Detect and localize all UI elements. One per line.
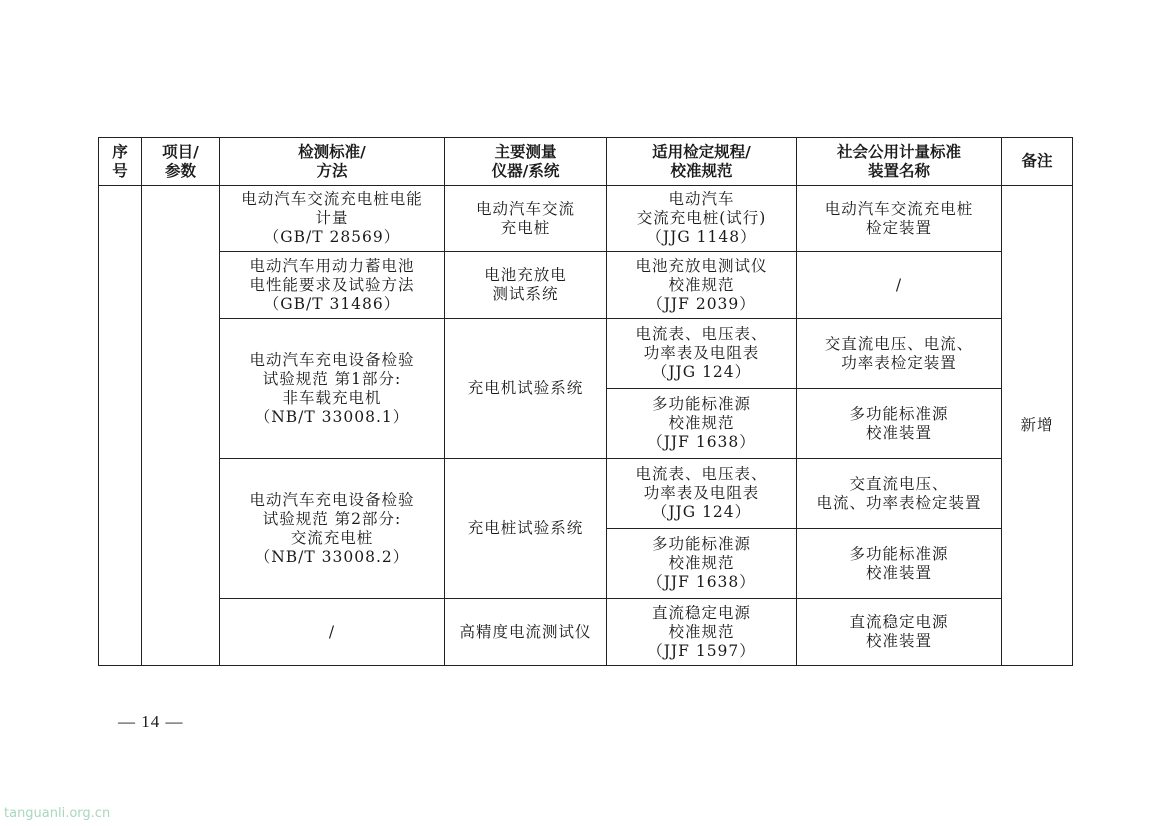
watermark-text: tanguanli.org.cn [4, 806, 111, 821]
regulation-cell: 直流稳定电源 校准规范 （JJF 1597） [607, 599, 797, 666]
seq-cell [99, 186, 142, 666]
table-row [99, 599, 1073, 666]
remark-cell: 新增 [1002, 186, 1073, 666]
device-cell: 交直流电压、 电流、功率表检定装置 [797, 459, 1002, 529]
standard-cell: 电动汽车交流充电桩电能 计量 （GB/T 28569） [220, 186, 445, 252]
standard-cell: / [220, 599, 445, 666]
instrument-cell: 充电桩试验系统 [445, 459, 607, 599]
standard-cell: 电动汽车充电设备检验 试验规范 第2部分: 交流充电桩 （NB/T 33008.2） [220, 459, 445, 599]
regulation-cell: 电流表、电压表、 功率表及电阻表 （JJG 124） [607, 459, 797, 529]
device-cell: 交直流电压、电流、 功率表检定装置 [797, 319, 1002, 389]
header-standard: 检测标准/ 方法 [220, 138, 445, 186]
header-device: 社会公用计量标准 装置名称 [797, 138, 1002, 186]
device-cell: 直流稳定电源 校准装置 [797, 599, 1002, 666]
regulation-cell: 电流表、电压表、 功率表及电阻表 （JJG 124） [607, 319, 797, 389]
instrument-cell: 电动汽车交流 充电桩 [445, 186, 607, 252]
header-regulation: 适用检定规程/ 校准规范 [607, 138, 797, 186]
device-cell: / [797, 252, 1002, 319]
regulation-cell: 电池充放电测试仪 校准规范 （JJF 2039） [607, 252, 797, 319]
item-cell [142, 186, 220, 666]
regulation-cell: 电动汽车 交流充电桩(试行) （JJG 1148） [607, 186, 797, 252]
header-row [99, 138, 1073, 186]
measurement-standards-table [98, 137, 1073, 666]
header-seq: 序 号 [99, 138, 142, 186]
header-item: 项目/ 参数 [142, 138, 220, 186]
instrument-cell: 高精度电流测试仪 [445, 599, 607, 666]
header-instrument: 主要测量 仪器/系统 [445, 138, 607, 186]
instrument-cell: 充电机试验系统 [445, 319, 607, 459]
table-row [99, 252, 1073, 319]
header-remark: 备注 [1002, 138, 1073, 186]
device-cell: 多功能标准源 校准装置 [797, 529, 1002, 599]
regulation-cell: 多功能标准源 校准规范 （JJF 1638） [607, 389, 797, 459]
table-row [99, 459, 1073, 529]
table-row [99, 186, 1073, 252]
table-row [99, 319, 1073, 389]
standard-cell: 电动汽车充电设备检验 试验规范 第1部分: 非车载充电机 （NB/T 33008.1） [220, 319, 445, 459]
standard-cell: 电动汽车用动力蓄电池 电性能要求及试验方法 （GB/T 31486） [220, 252, 445, 319]
device-cell: 多功能标准源 校准装置 [797, 389, 1002, 459]
regulation-cell: 多功能标准源 校准规范 （JJF 1638） [607, 529, 797, 599]
instrument-cell: 电池充放电 测试系统 [445, 252, 607, 319]
page-number: — 14 — [118, 712, 184, 731]
device-cell: 电动汽车交流充电桩 检定装置 [797, 186, 1002, 252]
